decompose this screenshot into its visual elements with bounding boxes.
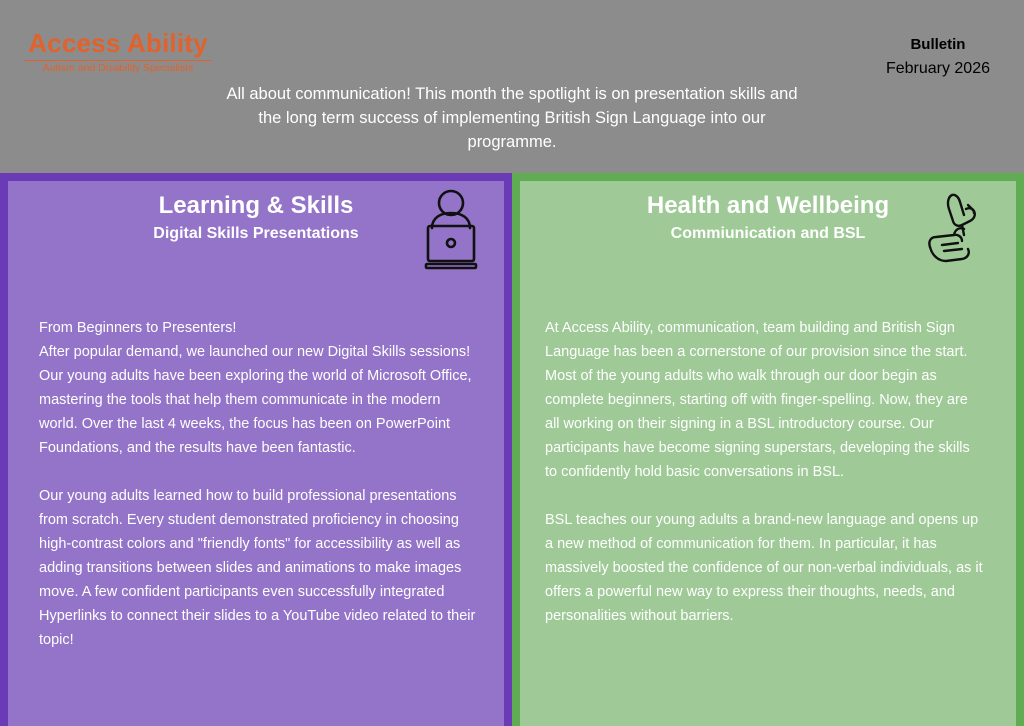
learning-skills-lead: From Beginners to Presenters!	[39, 320, 237, 336]
learning-skills-intro	[39, 316, 479, 460]
bulletin-title: Bulletin	[910, 36, 966, 53]
learning-skills-title: Learning & Skills	[158, 192, 354, 219]
health-wellbeing-body	[545, 316, 985, 628]
logo-divider	[24, 60, 212, 61]
learning-skills-body	[39, 316, 479, 652]
health-wellbeing-subtitle: Commiunication and BSL	[670, 225, 866, 242]
brand-logo	[24, 28, 212, 75]
health-wellbeing-paragraph-1: At Access Ability, communication, team building and British Sign Language has been a cornerstone of our provision since the start. Most of the young adults who walk through our door begin as complete beginners, starting off with finger-spelling. Now, they are all working on their signing in a BSL introductory course. Our participants have become signing superstars, developing the skills to confidently hold basic conversations in BSL.	[545, 320, 970, 480]
learning-skills-subtitle: Digital Skills Presentations	[153, 225, 359, 242]
person-laptop-icon	[418, 182, 484, 274]
learning-skills-paragraph-2: Our young adults learned how to build professional presentations from scratch. Every student demonstrated proficiency in choosing high-contrast colors and "friendly fonts" for accessibility as well as adding transitions between slides and animations to make images move. A few confident participants even successfully integrated Hyperlinks to connect their slides to a YouTube video related to their topic!	[39, 488, 476, 648]
intro-text: All about communication! This month the spotlight is on presentation skills and the long term success of implementing British Sign Language into our programme.	[226, 85, 798, 151]
bulletin-block	[886, 35, 990, 81]
learning-skills-paragraph-1: After popular demand, we launched our new Digital Skills sessions! Our young adults have been exploring the world of Microsoft Office, mastering the tools that help them communicate in the modern world. Over the last 4 weeks, the focus has been on PowerPoint Foundations, and the results have been fantastic.	[39, 344, 472, 456]
bulletin-date: February 2026	[885, 60, 990, 77]
logo-title: Access Ability	[28, 28, 208, 58]
health-wellbeing-title: Health and Wellbeing	[646, 192, 890, 219]
logo-subtitle: Autism and Disability Specialists	[42, 62, 194, 74]
sign-language-hands-icon	[922, 191, 984, 271]
health-wellbeing-paragraph-2: BSL teaches our young adults a brand-new language and opens up a new method of communication for them. In particular, it has massively boosted the confidence of our non-verbal individuals, as it offers a powerful new way to express their thoughts, needs, and personalities without barriers.	[545, 512, 983, 624]
